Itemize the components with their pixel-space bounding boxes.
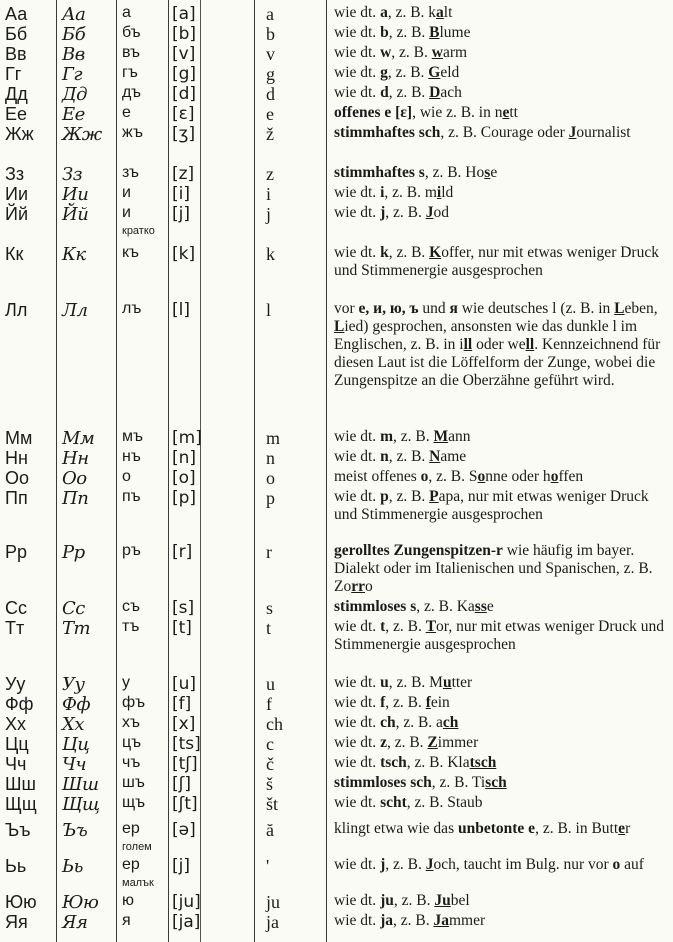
- latin-transliteration: d: [266, 84, 275, 104]
- ipa-transcription: [j]: [172, 856, 190, 876]
- ipa-transcription: [i]: [172, 184, 190, 204]
- ipa-transcription: [n]: [172, 448, 197, 468]
- letter-name: съ: [122, 598, 140, 615]
- latin-transliteration: p: [266, 488, 275, 508]
- handwritten-letter: Ъъ: [62, 820, 88, 841]
- handwritten-letter: Оо: [62, 468, 87, 489]
- pronunciation-description: offenes e [ɛ], wie z. B. in nett: [334, 104, 518, 121]
- ipa-transcription: [u]: [172, 674, 197, 694]
- ipa-transcription: [ts]: [172, 734, 201, 754]
- uppercase-letter: Ъъ: [5, 820, 31, 840]
- letter-name: мъ: [122, 428, 143, 445]
- pronunciation-description: stimmhaftes sch, z. B. Courage oder Journalist: [334, 124, 631, 141]
- latin-transliteration: i: [266, 184, 272, 204]
- ipa-transcription: [g]: [172, 64, 197, 84]
- latin-transliteration: št: [266, 794, 279, 814]
- uppercase-letter: Нн: [5, 448, 28, 468]
- uppercase-letter: Аа: [5, 4, 28, 24]
- letter-name: у: [122, 674, 130, 691]
- ipa-transcription: [s]: [172, 598, 195, 618]
- ipa-transcription: [r]: [172, 542, 193, 562]
- ipa-transcription: [l]: [172, 300, 190, 320]
- uppercase-letter: Пп: [5, 488, 28, 508]
- uppercase-letter: Юю: [5, 892, 37, 912]
- letter-name: къ: [122, 244, 139, 261]
- ipa-transcription: [b]: [172, 24, 197, 44]
- latin-transliteration: ž: [266, 124, 274, 144]
- latin-transliteration: e: [266, 104, 274, 124]
- pronunciation-description: meist offenes o, z. B. Sonne oder hoffen: [334, 468, 584, 485]
- column-divider: [56, 0, 57, 942]
- letter-name: и: [122, 204, 131, 221]
- uppercase-letter: Дд: [5, 84, 28, 104]
- pronunciation-description: wie dt. scht, z. B. Staub: [334, 794, 483, 811]
- pronunciation-description: wie dt. z, z. B. Zimmer: [334, 734, 479, 751]
- latin-transliteration: r: [266, 542, 272, 562]
- ipa-transcription: [tʃ]: [172, 754, 198, 774]
- latin-transliteration: f: [266, 694, 272, 714]
- letter-name: ръ: [122, 542, 141, 559]
- uppercase-letter: Ее: [5, 104, 28, 124]
- pronunciation-description: stimmhaftes s, z. B. Hose: [334, 164, 498, 181]
- handwritten-letter: Жж: [62, 124, 102, 145]
- pronunciation-description: wie dt. w, z. B. warm: [334, 44, 468, 61]
- latin-transliteration: o: [266, 468, 275, 488]
- pronunciation-description: wie dt. k, z. B. Koffer, nur mit etwas weniger Druck und Stimmenergie ausgesprochen: [334, 244, 659, 279]
- uppercase-letter: Рр: [5, 542, 28, 562]
- letter-name: тъ: [122, 618, 140, 635]
- letter-name: чъ: [122, 754, 141, 771]
- ipa-transcription: [ju]: [172, 892, 201, 912]
- handwritten-letter: Яя: [62, 912, 88, 933]
- handwritten-letter: Лл: [62, 300, 88, 321]
- letter-name: и: [122, 184, 131, 201]
- pronunciation-description: wie dt. tsch, z. B. Klatsch: [334, 754, 497, 771]
- uppercase-letter: Зз: [5, 164, 25, 184]
- ipa-transcription: [ʒ]: [172, 124, 196, 144]
- pronunciation-description: wie dt. d, z. B. Dach: [334, 84, 462, 101]
- column-divider: [200, 0, 201, 942]
- latin-transliteration: ch: [266, 714, 283, 734]
- letter-name-qualifier: кратко: [122, 225, 155, 237]
- uppercase-letter: Кк: [5, 244, 24, 264]
- latin-transliteration: ': [266, 856, 270, 876]
- pronunciation-description: wie dt. t, z. B. Tor, nur mit etwas weniger Druck und Stimmenergie ausgesprochen: [334, 618, 664, 653]
- ipa-transcription: [p]: [172, 488, 197, 508]
- letter-name: а: [122, 4, 131, 21]
- letter-name: нъ: [122, 448, 141, 465]
- handwritten-letter: Ии: [62, 184, 89, 205]
- latin-transliteration: b: [266, 24, 275, 44]
- uppercase-letter: Хх: [5, 714, 27, 734]
- column-divider: [168, 0, 169, 942]
- latin-transliteration: l: [266, 300, 272, 320]
- handwritten-letter: Бб: [62, 24, 86, 45]
- pronunciation-description: wie dt. ju, z. B. Jubel: [334, 892, 470, 909]
- ipa-transcription: [x]: [172, 714, 196, 734]
- latin-transliteration: m: [266, 428, 281, 448]
- uppercase-letter: Мм: [5, 428, 33, 448]
- latin-transliteration: g: [266, 64, 275, 84]
- ipa-transcription: [f]: [172, 694, 192, 714]
- letter-name: пъ: [122, 488, 141, 505]
- latin-transliteration: v: [266, 44, 275, 64]
- ipa-transcription: [d]: [172, 84, 197, 104]
- uppercase-letter: Оо: [5, 468, 30, 488]
- handwritten-letter: Уу: [62, 674, 85, 695]
- pronunciation-description: klingt etwa wie das unbetonte e, z. B. in Butter: [334, 820, 631, 837]
- pronunciation-description: gerolltes Zungenspitzen-r wie häufig im bayer. Dialekt oder im Italienischen und Spanischen, z. B. Zorro: [334, 542, 653, 595]
- pronunciation-description: wie dt. j, z. B. Joch, taucht im Bulg. nur vor o auf: [334, 856, 644, 873]
- letter-name: е: [122, 104, 131, 121]
- ipa-transcription: [a]: [172, 4, 196, 24]
- handwritten-letter: Шш: [62, 774, 99, 795]
- letter-name: фъ: [122, 694, 146, 711]
- letter-name: шъ: [122, 774, 145, 791]
- letter-name: въ: [122, 44, 140, 61]
- pronunciation-description: wie dt. b, z. B. Blume: [334, 24, 471, 41]
- column-divider: [116, 0, 117, 942]
- latin-transliteration: t: [266, 618, 272, 638]
- letter-name: дъ: [122, 84, 141, 101]
- uppercase-letter: Уу: [5, 674, 26, 694]
- uppercase-letter: Йй: [5, 204, 28, 224]
- letter-name: ер: [122, 820, 140, 837]
- letter-name: ер: [122, 856, 140, 873]
- pronunciation-description: stimmloses sch, z. B. Tisch: [334, 774, 507, 791]
- ipa-transcription: [ə]: [172, 820, 196, 840]
- handwritten-letter: Тт: [62, 618, 91, 639]
- letter-name-qualifier: малък: [122, 877, 154, 889]
- ipa-transcription: [ɛ]: [172, 104, 195, 124]
- latin-transliteration: n: [266, 448, 275, 468]
- ipa-transcription: [ʃt]: [172, 794, 198, 814]
- latin-transliteration: ja: [266, 912, 279, 932]
- letter-name: я: [122, 912, 131, 929]
- handwritten-letter: Юю: [62, 892, 99, 913]
- latin-transliteration: ju: [266, 892, 281, 912]
- ipa-transcription: [ja]: [172, 912, 201, 932]
- uppercase-letter: Щщ: [5, 794, 37, 814]
- latin-transliteration: z: [266, 164, 274, 184]
- pronunciation-description: wie dt. f, z. B. fein: [334, 694, 450, 711]
- handwritten-letter: Фф: [62, 694, 91, 715]
- handwritten-letter: Ее: [62, 104, 85, 125]
- uppercase-letter: Ьь: [5, 856, 27, 876]
- letter-name: цъ: [122, 734, 142, 751]
- handwritten-letter: Пп: [62, 488, 89, 509]
- pronunciation-description: stimmloses s, z. B. Kasse: [334, 598, 494, 615]
- pronunciation-description: vor e, и, ю, ъ und я wie deutsches l (z. B. in Leben, Lied) gesprochen, ansonsten wie das dunkle l im Englischen, z. B. in ill oder well. Kennzeichnend für diesen Laut ist die Löffelform der Zunge, wobei die Zungenspitze an die Oberzähne geführt wird.: [334, 300, 661, 389]
- ipa-transcription: [j]: [172, 204, 190, 224]
- letter-name: гъ: [122, 64, 138, 81]
- handwritten-letter: Вв: [62, 44, 85, 65]
- pronunciation-description: wie dt. j, z. B. Jod: [334, 204, 449, 221]
- latin-transliteration: š: [266, 774, 274, 794]
- uppercase-letter: Жж: [5, 124, 34, 144]
- column-divider: [254, 0, 255, 942]
- ipa-transcription: [z]: [172, 164, 195, 184]
- ipa-transcription: [m]: [172, 428, 202, 448]
- handwritten-letter: Аа: [62, 4, 86, 25]
- column-divider: [326, 0, 327, 942]
- letter-name: ю: [122, 892, 134, 909]
- letter-name: щъ: [122, 794, 146, 811]
- handwritten-letter: Зз: [62, 164, 83, 185]
- handwritten-letter: Хх: [62, 714, 84, 735]
- uppercase-letter: Яя: [5, 912, 28, 932]
- pronunciation-description: wie dt. ja, z. B. Jammer: [334, 912, 486, 929]
- pronunciation-description: wie dt. ch, z. B. ach: [334, 714, 459, 731]
- uppercase-letter: Шш: [5, 774, 36, 794]
- handwritten-letter: Цц: [62, 734, 90, 755]
- letter-name: зъ: [122, 164, 139, 181]
- latin-transliteration: u: [266, 674, 275, 694]
- latin-transliteration: s: [266, 598, 274, 618]
- pronunciation-description: wie dt. i, z. B. mild: [334, 184, 454, 201]
- uppercase-letter: Бб: [5, 24, 28, 44]
- letter-name: жъ: [122, 124, 144, 141]
- latin-transliteration: a: [266, 4, 274, 24]
- pronunciation-description: wie dt. a, z. B. kalt: [334, 4, 453, 21]
- uppercase-letter: Тт: [5, 618, 25, 638]
- ipa-transcription: [t]: [172, 618, 192, 638]
- letter-name: бъ: [122, 24, 141, 41]
- ipa-transcription: [v]: [172, 44, 196, 64]
- latin-transliteration: c: [266, 734, 274, 754]
- handwritten-letter: Щщ: [62, 794, 100, 815]
- uppercase-letter: Лл: [5, 300, 28, 320]
- handwritten-letter: Сс: [62, 598, 85, 619]
- uppercase-letter: Цц: [5, 734, 29, 754]
- pronunciation-description: wie dt. g, z. B. Geld: [334, 64, 460, 81]
- handwritten-letter: Мм: [62, 428, 95, 449]
- pronunciation-description: wie dt. u, z. B. Mutter: [334, 674, 473, 691]
- uppercase-letter: Вв: [5, 44, 27, 64]
- uppercase-letter: Фф: [5, 694, 34, 714]
- letter-name: о: [122, 468, 131, 485]
- pronunciation-description: wie dt. m, z. B. Mann: [334, 428, 471, 445]
- letter-name-qualifier: голем: [122, 841, 152, 853]
- ipa-transcription: [ʃ]: [172, 774, 191, 794]
- ipa-transcription: [k]: [172, 244, 196, 264]
- uppercase-letter: Гг: [5, 64, 22, 84]
- handwritten-letter: Нн: [62, 448, 89, 469]
- letter-name: лъ: [122, 300, 142, 317]
- handwritten-letter: Рр: [62, 542, 85, 563]
- letter-name: хъ: [122, 714, 140, 731]
- pronunciation-description: wie dt. p, z. B. Papa, nur mit etwas weniger Druck und Stimmenergie ausgesprochen: [334, 488, 649, 523]
- handwritten-letter: Чч: [62, 754, 87, 775]
- pronunciation-description: wie dt. n, z. B. Name: [334, 448, 467, 465]
- uppercase-letter: Ии: [5, 184, 28, 204]
- uppercase-letter: Сс: [5, 598, 27, 618]
- ipa-transcription: [o]: [172, 468, 196, 488]
- handwritten-letter: Гг: [62, 64, 83, 85]
- latin-transliteration: č: [266, 754, 274, 774]
- handwritten-letter: Ьь: [62, 856, 83, 877]
- uppercase-letter: Чч: [5, 754, 27, 774]
- latin-transliteration: ă: [266, 820, 274, 840]
- handwritten-letter: Кк: [62, 244, 86, 265]
- latin-transliteration: k: [266, 244, 275, 264]
- handwritten-letter: Йй: [62, 204, 89, 225]
- latin-transliteration: j: [266, 204, 272, 224]
- handwritten-letter: Дд: [62, 84, 88, 105]
